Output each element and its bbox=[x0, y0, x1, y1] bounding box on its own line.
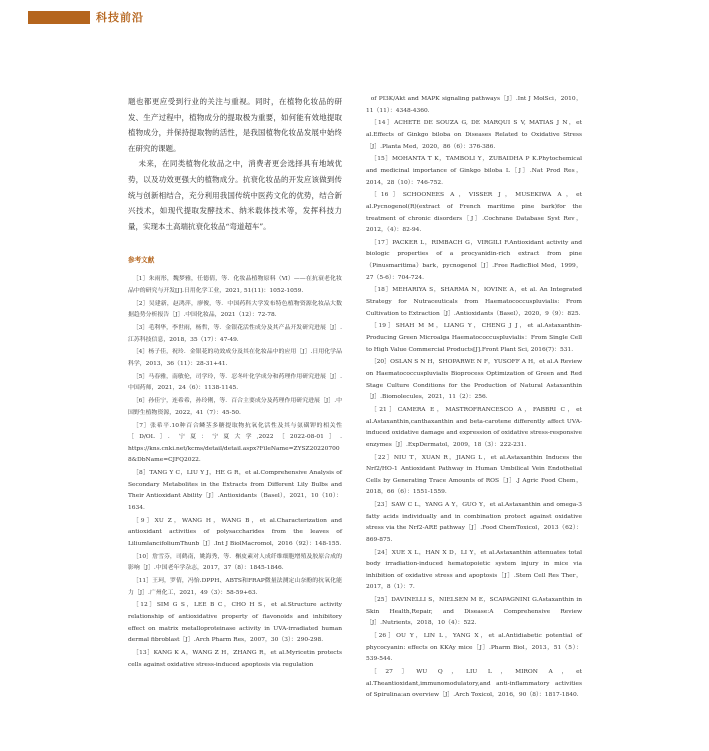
references-list-left bbox=[128, 274, 342, 671]
section-title: 科技前沿 bbox=[96, 11, 144, 24]
reference-item: ［12］SIM G S，LEE B C，CHO H S，et al.Structure activity relationship of antioxidative property of flavonoids and inhibitory effect on matrix metalloproteinase activity in UVA-irradiated human dermal fibroblast［J］.Arch Pharm Res，2007，30（3）：290-298. bbox=[128, 602, 342, 644]
reference-item: ［4］杨子佳，祝玲．金银花的功效成分及其在化妆品中的应用［J］.日用化学品科学，2013，36（11）：28-31+41. bbox=[128, 349, 342, 368]
body-paragraph: 题也都更应受到行业的关注与重视。同时，在植物化妆品的研发、生产过程中，植物成分的提取极为重要，如何能有效地提取植物成分，并保持提取物的活性，是我国植物化妆品发展中始终在研究的课题。 bbox=[128, 97, 342, 153]
reference-item: ［24］XUE X L，HAN X D，LI Y，et al.Astaxanthin attenuates total body irradiation-induced hematopoietic system injury in mice via inhibition of oxidative stress and apoptosis［J］.Stem Cell Res Ther，2017，8（1）：7. bbox=[366, 549, 582, 591]
reference-item: ［5］马春雅，南敏伦，司学玲，等．忍冬叶化学成分和药理作用研究进展［J］.中国药师，2021，24（6）：1138-1145. bbox=[128, 373, 342, 392]
reference-item: ［3］毛利华，李世雨，杨哲，等．金银花活性成分及其产品开发研究进展［J］.江苏科技信息，2018，35（17）：47-49. bbox=[128, 325, 342, 343]
reference-item: ［14］ACHETE DE SOUZA G, DE MARQUI S V, MATIAS J N，et al.Effects of Ginkgo biloba on Diseases Related to Oxidative Stress［J］.Planta Med，2020，86（6）：376-386. bbox=[366, 120, 582, 150]
reference-item: ［2］吴建新，赵鸿萍，廖俊，等．中国药科大学发布特色植物资源化妆品大数据趋势分析报告［J］.中国化妆品，2021（12）：72-78. bbox=[128, 300, 342, 319]
reference-item: ［1］朱雨彤，魏梦雅，任德倩，等．化妆品植物原料（Ⅵ）——在抗衰老化妆品中的研究与开发[J].日用化学工业，2021, 51(11)：1052-1059. bbox=[128, 276, 342, 294]
reference-item: ［11］王珂，罗倩，冯怡.DPPH、ABTS和FRAP微量法测定山奈酚的抗氧化能力［J］.广州化工，2021，49（3）：58-59+63. bbox=[128, 578, 342, 596]
reference-item: ［16］SCHOONEES A，VISSER J，MUSEKIWA A，et al.Pycnogenol(R)(extract of French maritime pine bark)for the treatment of chronic disorders［J］.Cochrane Database Syst Rev，2012，（4）：82-94. bbox=[366, 192, 582, 234]
reference-item: ［22］NIU T，XUAN R，JIANG L，et al.Astaxanthin Induces the Nrf2/HO-1 Antioxidant Pathway in Human Umbilical Vein Endothelial Cells by Generating Trace Amounts of ROS［J］.J Agric Food Chem，2018，66（6）：1551-1559. bbox=[366, 454, 582, 496]
left-column bbox=[128, 94, 342, 672]
reference-item: ［27］WU Q，LIU L，MIRON A，et al.Theantioxidant,immunomodulatory,and anti-inflammatory activities of Spirulina:an overview［J］.Arch Toxicol，2016，90（8）：1817-1840. bbox=[366, 669, 582, 699]
reference-item: ［25］DAVINELLI S，NIELSEN M E，SCAPAGNINI G.Astaxanthin in Skin Health,Repair, and Disease:A Comprehensive Review［J］.Nutrients，2018，10（4）：522. bbox=[366, 597, 582, 627]
reference-item: ［9］XU Z，WANG H，WANG B，et al.Characterization and antioxidant activities of polysaccharides from the leaves of LiliumlancifoliumThunb［J］.Int J BiolMacromol，2016（92）：148-155. bbox=[128, 517, 342, 547]
right-column bbox=[366, 94, 582, 703]
reference-item: ［20］OSLAN S N H，SHOPARWE N F，YUSOFF A H，et al.A Review on Haematococcuspluvialis Bioprocess Optimization of Green and Red Stage Culture Conditions for the Production of Natural Astaxanthin［J］.Biomolecules，2021，11（2）：256. bbox=[366, 359, 582, 401]
reference-item: ［7］张希平.10种百合鳞茎多糖提取物抗氧化活性及其与氨磺钾的相关性［D/OL］．宁夏：宁夏大学,2022［2022-08-01］. https://kns.cnki.net/kcms/detail/detail.aspx?FileName=ZYSZ20220700 8&DbName=CJFQ2022. bbox=[128, 422, 342, 464]
reference-item: ［21］CAMERA E，MASTROFRANCESCO A，FABBRI C，et al.Astaxanthin,canthaxanthin and beta-carotene differently affect UVA-induced oxidative damage and expression of oxidative stress-responsive enzymes［J］.ExpDermatol，2009，18（3）：222-231. bbox=[366, 406, 582, 448]
reference-item: ［6］孙佳宁，连希希，孙玲俐，等．百合主要成分及药理作用研究进展［J］.中国野生植物资源，2022，41（7）：45-50. bbox=[128, 398, 342, 416]
reference-item: ［10］詹雪芬，司鹤南，姚海秀，等．槲皮素对人成纤维细胞增殖及胶原合成的影响［J］.中国老年学杂志，2017，37（8）：1845-1846. bbox=[128, 553, 342, 572]
references-heading: 参考文献 bbox=[128, 256, 155, 265]
reference-item: ［18］MEHARIYA S，SHARMA N，IOVINE A，et al. An Integrated Strategy for Nutraceuticals from Haematococcuspluvialis: From Cultivation to Extraction［J］.Antioxidants（Basel），2020，9（9）：825. bbox=[366, 287, 582, 317]
reference-item: ［17］PACKER L，RIMBACH G，VIRGILI F.Antioxidant activity and biologic properties of a procyanidin-rich extract from pine（Pinusmaritima）bark，pycnogenol［J］.Free RadicBiol Med，1999，27（5-6）：704-724. bbox=[366, 239, 582, 281]
reference-item: ［15］MOHANTA T K，TAMBOLI Y，ZUBAIDHA P K.Phytochemical and medicinal importance of Ginkgo biloba L［J］.Nat Prod Res，2014，28（10）：746-752. bbox=[366, 156, 582, 186]
reference-item: ［13］KANG K A，WANG Z H，ZHANG R，et al.Myricetin protects cells against oxidative stress-induced apoptosis via regulation bbox=[128, 650, 342, 668]
reference-item: ［19］SHAH M M，LIANG Y，CHENG J J，et al.Astaxanthin-Producing Green Microalga Haematococcuspluvialis：From Single Cell to High Value Commercial Products[J].Front Plant Sci, 2016(7)：531. bbox=[366, 323, 582, 353]
reference-item: of PI3K/Akt and MAPK signaling pathways［J］.Int J MolSci，2010，11（11）：4348-4360. bbox=[366, 96, 582, 114]
references-list-right bbox=[366, 94, 582, 702]
reference-item: ［8］TANG Y C，LIU Y J，HE G R，et al.Comprehensive Analysis of Secondary Metabolites in the Extracts from Different Lily Bulbs and Their Antioxidant Ability［J］.Antioxidants（Basel），2021，10（10）：1634. bbox=[128, 470, 342, 511]
header-accent-bar bbox=[28, 11, 90, 24]
reference-item: ［26］OU Y，LIN L，YANG X，et al.Antidiabetic potential of phycocyanin: effects on KKAy mice［J］.Pharm Biol，2013，51（5）：539-544. bbox=[366, 633, 582, 663]
body-paragraph: 未来，在同类植物化妆品之中，消费者更会选择具有地域优势，以及功效更强大的植物成分。抗衰化妆品的开发应该做到传统与创新相结合，充分利用我国传统中医药文化的优势，结合新兴技术，如现代提取发酵技术、纳米载体技术等，发挥科技力量，实现本土高端抗衰化妆品“弯道超车”。 bbox=[128, 159, 342, 231]
reference-item: ［23］SAW C L，YANG A Y，GUO Y，et al.Astaxanthin and omega-3 fatty acids individually and in combination protect against oxidative stress via the Nrf2-ARE pathway［J］.Food ChemToxicol，2013（62）：869-875. bbox=[366, 502, 582, 543]
